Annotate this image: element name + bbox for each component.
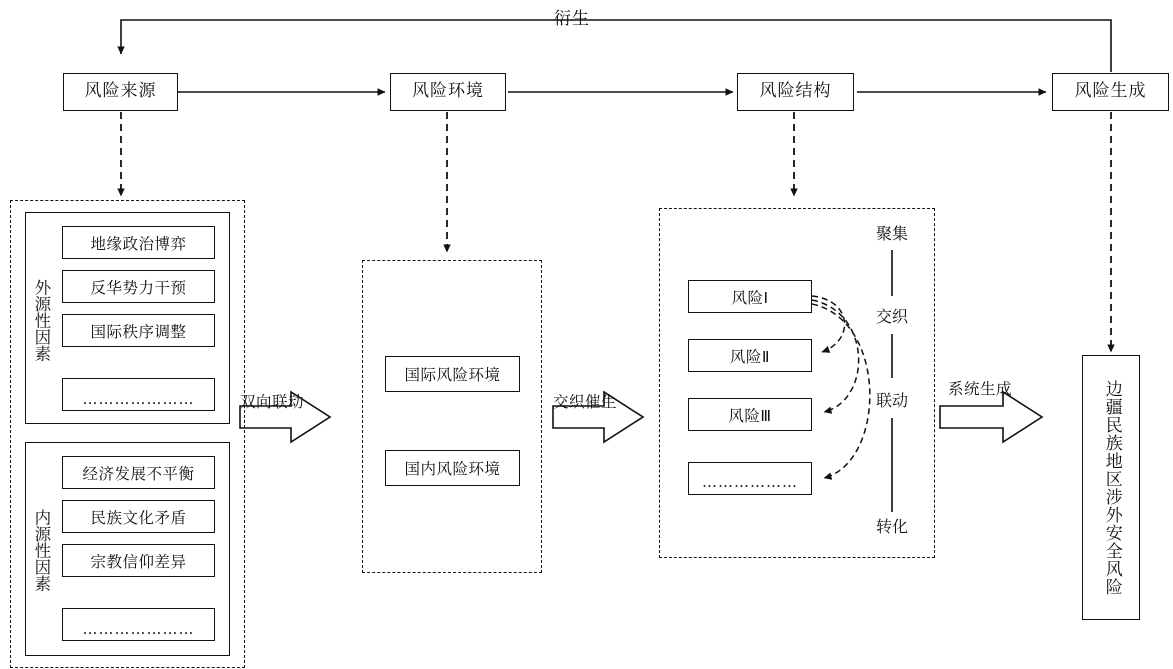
node-risk-generation[interactable]: 风险生成 xyxy=(1052,73,1169,111)
structure-item-2[interactable]: 风险Ⅲ xyxy=(688,398,812,431)
external-factor-label: 外源性因素 xyxy=(31,278,51,362)
internal-item-2[interactable]: 宗教信仰差异 xyxy=(62,544,215,577)
chain-connector xyxy=(882,250,902,580)
internal-factor-label: 内源性因素 xyxy=(31,508,51,592)
internal-item-3[interactable]: ………………… xyxy=(62,608,215,641)
environment-item-1[interactable]: 国内风险环境 xyxy=(385,450,520,486)
chain-label-2: 联动 xyxy=(875,391,908,410)
result-node-label: 边疆民族地区涉外安全风险 xyxy=(1101,379,1122,596)
external-item-3[interactable]: ………………… xyxy=(62,378,215,411)
result-node[interactable] xyxy=(1082,355,1140,620)
external-item-1[interactable]: 反华势力干预 xyxy=(62,270,215,303)
flow-label-1: 交织催生 xyxy=(553,393,618,411)
flow-label-0: 双向联动 xyxy=(240,393,305,411)
structure-item-0[interactable]: 风险Ⅰ xyxy=(688,280,812,313)
structure-item-1[interactable]: 风险Ⅱ xyxy=(688,339,812,372)
internal-item-0[interactable]: 经济发展不平衡 xyxy=(62,456,215,489)
node-risk-structure[interactable]: 风险结构 xyxy=(737,73,854,111)
flow-label-2: 系统生成 xyxy=(948,380,1013,398)
chain-label-0: 聚集 xyxy=(875,224,908,243)
external-item-0[interactable]: 地缘政治博弈 xyxy=(62,226,215,259)
internal-item-1[interactable]: 民族文化矛盾 xyxy=(62,500,215,533)
node-risk-environment[interactable]: 风险环境 xyxy=(390,73,506,111)
derive-label: 衍生 xyxy=(554,9,590,29)
external-item-2[interactable]: 国际秩序调整 xyxy=(62,314,215,347)
environment-group xyxy=(362,260,542,573)
environment-item-0[interactable]: 国际风险环境 xyxy=(385,356,520,392)
structure-item-3[interactable]: ……………… xyxy=(688,462,812,495)
chain-label-3: 转化 xyxy=(875,517,908,536)
chain-label-1: 交织 xyxy=(875,307,908,326)
node-risk-source[interactable]: 风险来源 xyxy=(63,73,178,111)
